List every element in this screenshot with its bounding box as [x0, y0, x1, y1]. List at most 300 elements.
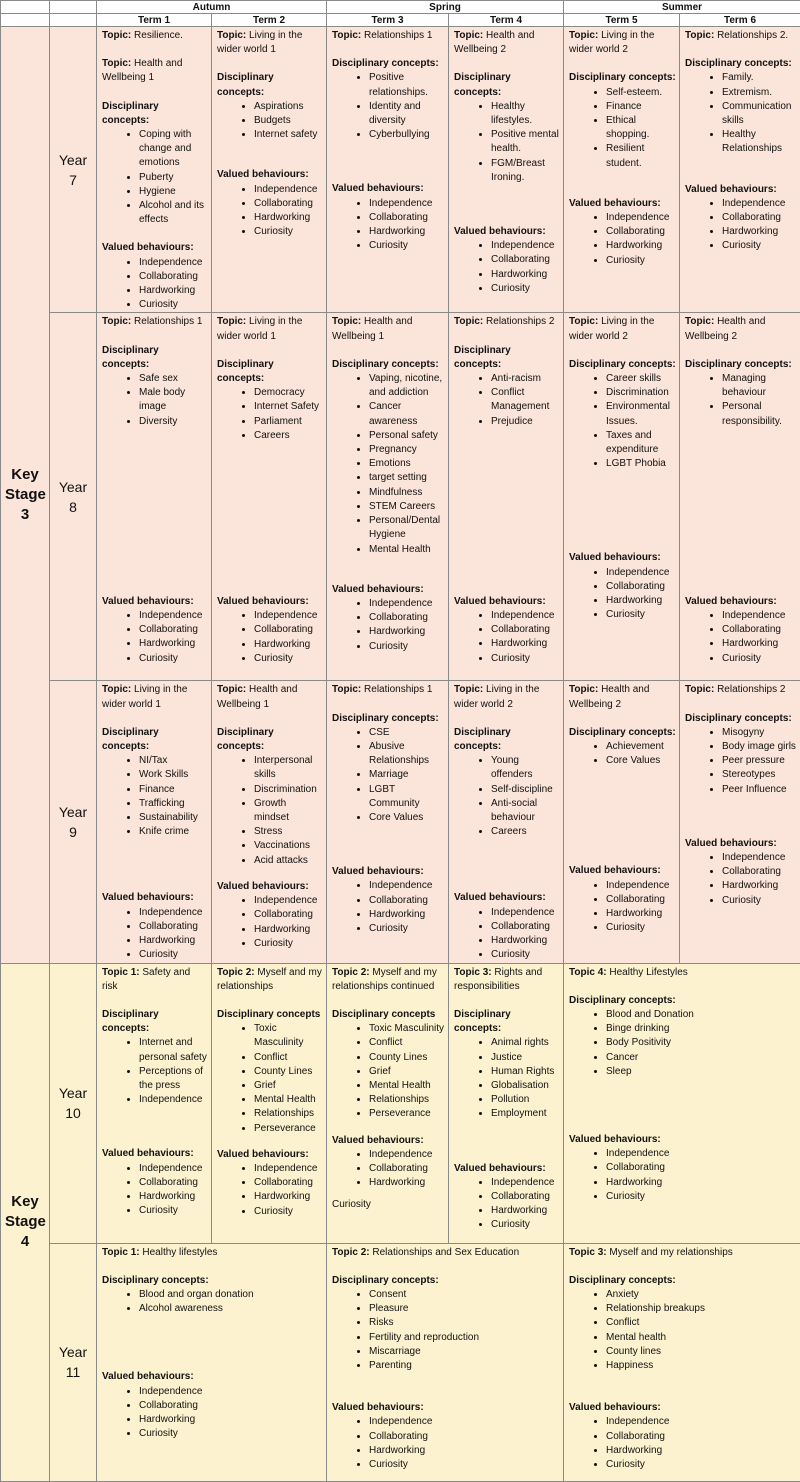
- concept-item: • Perseverance: [254, 1122, 323, 1136]
- topic-name: Health and Wellbeing 2: [685, 316, 765, 341]
- disciplinary-concepts-heading: Disciplinary concepts:: [102, 1274, 323, 1288]
- valued-behaviours-list: [332, 1148, 445, 1191]
- disciplinary-concepts-list: [102, 1288, 323, 1316]
- season-spring: Spring: [327, 1, 564, 14]
- spacer: [102, 330, 208, 344]
- concept-item: • Relationships: [369, 1093, 445, 1107]
- behaviour-item: • Independence: [139, 609, 208, 623]
- behaviour-item: • Curiosity: [491, 1218, 560, 1232]
- concept-item: • Pleasure: [369, 1302, 560, 1316]
- concept-item: • Alcohol and its effects: [139, 199, 208, 227]
- behaviour-item: • Independence: [491, 906, 560, 920]
- valued-behaviours-heading: Valued behaviours:: [569, 864, 676, 878]
- behaviour-item: • Independence: [254, 183, 323, 197]
- concept-item: • STEM Careers: [369, 500, 445, 514]
- behaviour-item: • Collaborating: [139, 1176, 208, 1190]
- concept-item: • Anti-social behaviour: [491, 797, 560, 825]
- term-2: Term 2: [212, 14, 327, 27]
- topic-label: Topic:: [569, 316, 598, 327]
- spacer: [102, 839, 208, 891]
- disciplinary-concepts-heading: Disciplinary concepts:: [454, 344, 560, 372]
- topic-line: [102, 315, 208, 329]
- behaviour-item: • Independence: [722, 609, 797, 623]
- behaviour-item: • Independence: [254, 609, 323, 623]
- behaviour-item: • Hardworking: [606, 594, 676, 608]
- disciplinary-concepts-list: [569, 86, 676, 171]
- concept-item: • Conflict: [254, 1051, 323, 1065]
- concept-item: • CSE: [369, 726, 445, 740]
- behaviour-item: • Collaborating: [491, 1190, 560, 1204]
- valued-behaviours-list: [569, 1415, 797, 1472]
- concept-item: • Stress: [254, 825, 323, 839]
- disciplinary-concepts-list: [102, 128, 208, 227]
- valued-behaviours-list: [454, 239, 560, 296]
- spacer: [569, 171, 676, 197]
- concept-item: • Vaping, nicotine, and addiction: [369, 372, 445, 400]
- spacer: [102, 227, 208, 241]
- concept-item: • Fertility and reproduction: [369, 1331, 560, 1345]
- concept-item: • Misogyny: [722, 726, 797, 740]
- concept-item: • Parliament: [254, 415, 323, 429]
- topic-label: Topic 3:: [569, 1247, 607, 1258]
- behaviour-item: • Curiosity: [606, 254, 676, 268]
- concept-item: • Personal responsibility.: [722, 400, 797, 428]
- year-label: Year 11: [50, 1243, 97, 1481]
- behaviour-item: • Curiosity: [722, 894, 797, 908]
- topic-label: Topic:: [569, 684, 598, 695]
- valued-behaviours-heading: Valued behaviours:: [217, 1148, 323, 1162]
- disciplinary-concepts-list: [454, 100, 560, 185]
- y11-term-cell: [97, 1243, 327, 1481]
- behaviour-item: • Collaborating: [254, 1176, 323, 1190]
- valued-behaviours-heading: Valued behaviours:: [569, 197, 676, 211]
- disciplinary-concepts-list: [685, 726, 797, 797]
- behaviour-item: • Curiosity: [369, 1458, 560, 1472]
- disciplinary-concepts-list: [454, 372, 560, 429]
- spacer: [454, 712, 560, 726]
- behaviour-item: • Curiosity: [369, 640, 445, 654]
- season-header-row: [1, 1, 800, 14]
- concept-item: • Stereotypes: [722, 768, 797, 782]
- behaviour-item: • Curiosity: [606, 608, 676, 622]
- valued-behaviours-heading: Valued behaviours:: [102, 1147, 208, 1161]
- concept-item: • Mindfulness: [369, 486, 445, 500]
- topic-label: Topic:: [454, 30, 483, 41]
- topic-line: [332, 683, 445, 697]
- topic-label: Topic:: [332, 30, 361, 41]
- behaviour-item: • Hardworking: [722, 879, 797, 893]
- y7-term-cell: [327, 27, 449, 313]
- topic-label: Topic:: [685, 684, 714, 695]
- topic-label: Topic:: [102, 684, 131, 695]
- concept-item: • Abusive Relationships: [369, 740, 445, 768]
- disciplinary-concepts-list: [569, 1008, 797, 1079]
- valued-behaviours-list: [102, 256, 208, 313]
- disciplinary-concepts-heading: Disciplinary concepts:: [569, 358, 676, 372]
- behaviour-item: • Collaborating: [254, 197, 323, 211]
- behaviour-item: • Independence: [606, 566, 676, 580]
- valued-behaviours-list: [569, 879, 676, 936]
- behaviour-item: • Collaborating: [722, 865, 797, 879]
- valued-behaviours-heading: Valued behaviours:: [569, 551, 676, 565]
- spacer: [569, 344, 676, 358]
- valued-behaviours-list: [569, 566, 676, 623]
- concept-item: • NI/Tax: [139, 754, 208, 768]
- concept-item: • Animal rights: [491, 1036, 560, 1050]
- spacer: [102, 429, 208, 595]
- behaviour-item: • Independence: [254, 1162, 323, 1176]
- concept-item: • Growth mindset: [254, 797, 323, 825]
- disciplinary-concepts-heading: Disciplinary concepts:: [217, 726, 323, 754]
- concept-item: • Careers: [254, 429, 323, 443]
- behaviour-item: • Curiosity: [254, 937, 323, 951]
- behaviour-item: • Curiosity: [491, 282, 560, 296]
- valued-behaviours-list: [454, 906, 560, 963]
- topic-name: Relationships 1: [134, 316, 202, 327]
- valued-behaviours-heading: Valued behaviours:: [454, 595, 560, 609]
- topic-name: Relationships 1: [364, 684, 432, 695]
- spacer: [102, 86, 208, 100]
- concept-item: • Body image girls: [722, 740, 797, 754]
- concept-item: • Toxic Masculinity: [254, 1022, 323, 1050]
- spacer: [569, 57, 676, 71]
- behaviour-item: • Curiosity: [139, 1427, 323, 1441]
- behaviour-item: • Hardworking: [606, 239, 676, 253]
- topic-name: Relationships 1: [364, 30, 432, 41]
- topic-name: Relationships 2: [486, 316, 554, 327]
- disciplinary-concepts-list: [332, 372, 445, 557]
- year-8-row: [1, 313, 800, 681]
- spacer: [332, 825, 445, 865]
- valued-behaviours-heading: Valued behaviours:: [454, 1162, 560, 1176]
- term-5: Term 5: [564, 14, 680, 27]
- valued-behaviours-heading: Valued behaviours:: [102, 595, 208, 609]
- spacer: [685, 157, 797, 183]
- spacer: [217, 443, 323, 595]
- behaviour-item: • Hardworking: [254, 211, 323, 225]
- concept-item: • Marriage: [369, 768, 445, 782]
- topic-label: Topic:: [332, 684, 361, 695]
- spacer: [685, 429, 797, 595]
- valued-behaviours-heading: Valued behaviours:: [217, 595, 323, 609]
- concept-item: • Mental health: [606, 1331, 797, 1345]
- topic-name: Myself and my relationships: [609, 1247, 732, 1258]
- concept-item: • Blood and organ donation: [139, 1288, 323, 1302]
- year-label: Year 7: [50, 27, 97, 313]
- behaviour-item: • Collaborating: [606, 580, 676, 594]
- concept-item: • Perceptions of the press: [139, 1065, 208, 1093]
- concept-item: • Positive mental health.: [491, 128, 560, 156]
- spacer: [332, 1260, 560, 1274]
- disciplinary-concepts-list: [332, 71, 445, 142]
- concept-item: • Diversity: [139, 415, 208, 429]
- disciplinary-concepts-heading: Disciplinary concepts:: [217, 358, 323, 386]
- behaviour-item: • Hardworking: [606, 1444, 797, 1458]
- behaviour-item: • Curiosity: [722, 652, 797, 666]
- concept-item: • Mental Health: [369, 1079, 445, 1093]
- behaviour-item: • Hardworking: [139, 637, 208, 651]
- concept-item: • Personal safety: [369, 429, 445, 443]
- disciplinary-concepts-heading: Disciplinary concepts:: [685, 712, 797, 726]
- valued-behaviours-heading: Valued behaviours:: [102, 1370, 323, 1384]
- concept-item: • Justice: [491, 1051, 560, 1065]
- behaviour-item: • Hardworking: [491, 268, 560, 282]
- behaviour-item: • Independence: [139, 1162, 208, 1176]
- valued-behaviours-heading: Valued behaviours:: [569, 1133, 797, 1147]
- concept-item: • Careers: [491, 825, 560, 839]
- topic-line: [217, 29, 323, 57]
- valued-behaviours-list: [685, 197, 797, 254]
- y8-term-cell: [327, 313, 449, 681]
- concept-item: • Conflict Management: [491, 386, 560, 414]
- disciplinary-concepts-heading: Disciplinary concepts:: [332, 57, 445, 71]
- spacer: [332, 142, 445, 182]
- concept-item: • Pregnancy: [369, 443, 445, 457]
- spacer: [569, 1373, 797, 1401]
- disciplinary-concepts-heading: Disciplinary concepts:: [685, 57, 797, 71]
- topic-label: Topic:: [685, 30, 714, 41]
- concept-item: • Ethical shopping.: [606, 114, 676, 142]
- concept-item: • Grief: [369, 1065, 445, 1079]
- concept-item: • Young offenders: [491, 754, 560, 782]
- spacer: [569, 1260, 797, 1274]
- behaviour-item: • Collaborating: [606, 225, 676, 239]
- behaviour-item: • Hardworking: [139, 1190, 208, 1204]
- concept-item: • Cancer: [606, 1051, 797, 1065]
- concept-item: • Relationship breakups: [606, 1302, 797, 1316]
- season-autumn: Autumn: [97, 1, 327, 14]
- y8-term-cell: [97, 313, 212, 681]
- concept-item: • LGBT Community: [369, 783, 445, 811]
- spacer: [685, 344, 797, 358]
- spacer: [454, 994, 560, 1008]
- disciplinary-concepts-heading: Disciplinary concepts:: [569, 1274, 797, 1288]
- concept-item: • Anxiety: [606, 1288, 797, 1302]
- disciplinary-concepts-heading: Disciplinary concepts:: [102, 726, 208, 754]
- valued-behaviours-list: [332, 1415, 560, 1472]
- concept-item: • Internet safety: [254, 128, 323, 142]
- concept-item: • Globalisation: [491, 1079, 560, 1093]
- behaviour-item: • Hardworking: [722, 637, 797, 651]
- spacer: [217, 712, 323, 726]
- topic-name: Living in the wider world 1: [217, 316, 302, 341]
- disciplinary-concepts-list: [102, 372, 208, 429]
- y11-term-cell: [327, 1243, 564, 1481]
- y10-term-cell: [564, 963, 800, 1243]
- concept-item: • Interpersonal skills: [254, 754, 323, 782]
- behaviour-item: • Hardworking: [491, 1204, 560, 1218]
- concept-item: • Sleep: [606, 1065, 797, 1079]
- spacer: [454, 185, 560, 225]
- concept-item: • Knife crime: [139, 825, 208, 839]
- disciplinary-concepts-list: [217, 100, 323, 143]
- disciplinary-concepts-list: [569, 740, 676, 768]
- concept-item: • Peer Influence: [722, 783, 797, 797]
- topic-line: [685, 29, 797, 43]
- y9-term-cell: [564, 681, 680, 963]
- valued-behaviours-heading: Valued behaviours:: [454, 891, 560, 905]
- key-stage-4: Key Stage 4: [1, 963, 50, 1481]
- behaviour-item: • Collaborating: [139, 623, 208, 637]
- concept-item: • Independence: [139, 1093, 208, 1107]
- behaviour-item: • Independence: [369, 597, 445, 611]
- year-label: Year 9: [50, 681, 97, 963]
- topic-label: Topic:: [217, 30, 246, 41]
- behaviour-item: • Curiosity: [139, 298, 208, 312]
- spacer: [102, 43, 208, 57]
- behaviour-item: • Collaborating: [491, 253, 560, 267]
- concept-item: • Family.: [722, 71, 797, 85]
- behaviour-item: • Hardworking: [139, 1413, 323, 1427]
- disciplinary-concepts-heading: Disciplinary concepts:: [332, 358, 445, 372]
- concept-item: • Risks: [369, 1316, 560, 1330]
- behaviour-item: • Hardworking: [254, 1190, 323, 1204]
- y7-term-cell: [680, 27, 800, 313]
- topic-label: Topic 3:: [454, 967, 492, 978]
- behaviour-item: • Collaborating: [606, 1430, 797, 1444]
- concept-item: • Managing behaviour: [722, 372, 797, 400]
- behaviour-item: • Independence: [606, 879, 676, 893]
- disciplinary-concepts-list: [217, 386, 323, 443]
- concept-item: • Identity and diversity: [369, 100, 445, 128]
- concept-item: • Mental Health: [254, 1093, 323, 1107]
- concept-item: • FGM/Breast Ironing.: [491, 157, 560, 185]
- concept-item: • Internet Safety: [254, 400, 323, 414]
- behaviour-item: • Curiosity: [491, 948, 560, 962]
- concept-item: • Emotions: [369, 457, 445, 471]
- y8-term-cell: [564, 313, 680, 681]
- disciplinary-concepts-heading: Disciplinary concepts:: [569, 994, 797, 1008]
- topic-label: Topic 2:: [332, 1247, 370, 1258]
- disciplinary-concepts-heading: Disciplinary concepts: [217, 1008, 323, 1022]
- valued-behaviours-heading: Valued behaviours:: [685, 837, 797, 851]
- topic-name: Relationships and Sex Education: [372, 1247, 519, 1258]
- topic-line: [454, 683, 560, 711]
- topic-line: [102, 29, 208, 43]
- y11-term-cell: [564, 1243, 800, 1481]
- topic-name: Relationships 2.: [717, 30, 788, 41]
- behaviour-item: • Curiosity: [606, 921, 676, 935]
- y7-term-cell: [212, 27, 327, 313]
- spacer: [569, 768, 676, 864]
- disciplinary-concepts-heading: Disciplinary concepts:: [685, 358, 797, 372]
- disciplinary-concepts-heading: Disciplinary concepts:: [454, 1008, 560, 1036]
- spacer: [332, 43, 445, 57]
- concept-item: • County Lines: [369, 1051, 445, 1065]
- spacer: [217, 57, 323, 71]
- spacer: [332, 1373, 560, 1401]
- behaviour-item: • Independence: [606, 211, 676, 225]
- behaviour-item: • Hardworking: [369, 1444, 560, 1458]
- topic-line: [332, 1246, 560, 1260]
- spacer: [454, 57, 560, 71]
- topic-label: Topic:: [102, 316, 131, 327]
- concept-item: • Personal/Dental Hygiene: [369, 514, 445, 542]
- concept-item: • Budgets: [254, 114, 323, 128]
- behaviour-item: • Hardworking: [369, 908, 445, 922]
- valued-behaviours-list: [332, 879, 445, 936]
- concept-item: • Conflict: [606, 1316, 797, 1330]
- behaviour-item: • Hardworking: [491, 934, 560, 948]
- concept-item: • Finance: [139, 783, 208, 797]
- term-1: Term 1: [97, 14, 212, 27]
- behaviour-item: • Collaborating: [369, 1430, 560, 1444]
- valued-behaviours-heading: Valued behaviours:: [332, 1134, 445, 1148]
- disciplinary-concepts-heading: Disciplinary concepts:: [217, 71, 323, 99]
- valued-behaviours-heading: Valued behaviours:: [332, 583, 445, 597]
- valued-behaviours-heading: Valued behaviours:: [102, 891, 208, 905]
- behaviour-item: • Collaborating: [491, 920, 560, 934]
- topic-name: Health and Wellbeing 1: [102, 58, 182, 83]
- disciplinary-concepts-heading: Disciplinary concepts:: [102, 1008, 208, 1036]
- spacer: [102, 1107, 208, 1147]
- valued-behaviours-heading: Valued behaviours:: [685, 595, 797, 609]
- valued-behaviours-heading: Valued behaviours:: [217, 880, 323, 894]
- behaviour-item: • Independence: [139, 906, 208, 920]
- behaviour-item: Curiosity: [332, 1198, 445, 1212]
- topic-label: Topic:: [569, 30, 598, 41]
- behaviour-item: • Independence: [369, 1415, 560, 1429]
- concept-item: • Toxic Masculinity: [369, 1022, 445, 1036]
- concept-item: • Acid attacks: [254, 854, 323, 868]
- y7-term-cell: [97, 27, 212, 313]
- valued-behaviours-heading: Valued behaviours:: [102, 241, 208, 255]
- year-11-row: [1, 1243, 800, 1481]
- concept-item: • Human Rights: [491, 1065, 560, 1079]
- valued-behaviours-list: [454, 609, 560, 666]
- concept-item: • Male body image: [139, 386, 208, 414]
- y9-term-cell: [97, 681, 212, 963]
- behaviour-item: • Hardworking: [254, 923, 323, 937]
- topic-line: [569, 29, 676, 57]
- concept-item: • Miscarriage: [369, 1345, 560, 1359]
- topic-line: [102, 683, 208, 711]
- disciplinary-concepts-heading: Disciplinary concepts:: [102, 100, 208, 128]
- concept-item: • Relationships: [254, 1107, 323, 1121]
- spacer: [569, 980, 797, 994]
- behaviour-item: • Collaborating: [606, 893, 676, 907]
- behaviour-item: • Curiosity: [491, 652, 560, 666]
- disciplinary-concepts-list: [217, 754, 323, 868]
- spacer: [332, 344, 445, 358]
- spacer: [454, 330, 560, 344]
- concept-item: • Blood and Donation: [606, 1008, 797, 1022]
- valued-behaviours-heading: Valued behaviours:: [569, 1401, 797, 1415]
- concept-item: • LGBT Phobia: [606, 457, 676, 471]
- year-label: Year 8: [50, 313, 97, 681]
- topic-line: [569, 315, 676, 343]
- concept-item: • Cyberbullying: [369, 128, 445, 142]
- valued-behaviours-heading: Valued behaviours:: [685, 183, 797, 197]
- behaviour-item: • Hardworking: [139, 934, 208, 948]
- spacer: [332, 698, 445, 712]
- spacer: [332, 1122, 445, 1134]
- concept-item: • Work Skills: [139, 768, 208, 782]
- concept-item: • Finance: [606, 100, 676, 114]
- concept-item: • Self-discipline: [491, 783, 560, 797]
- topic-line: [569, 966, 797, 980]
- disciplinary-concepts-list: [454, 754, 560, 839]
- disciplinary-concepts-heading: Disciplinary concepts:: [569, 726, 676, 740]
- spacer: [332, 557, 445, 583]
- topic-line: [332, 966, 445, 994]
- concept-item: • Hygiene: [139, 185, 208, 199]
- behaviour-item: • Collaborating: [139, 920, 208, 934]
- y9-term-cell: [327, 681, 449, 963]
- term-3: Term 3: [327, 14, 449, 27]
- y9-term-cell: [680, 681, 800, 963]
- concept-item: • Happiness: [606, 1359, 797, 1373]
